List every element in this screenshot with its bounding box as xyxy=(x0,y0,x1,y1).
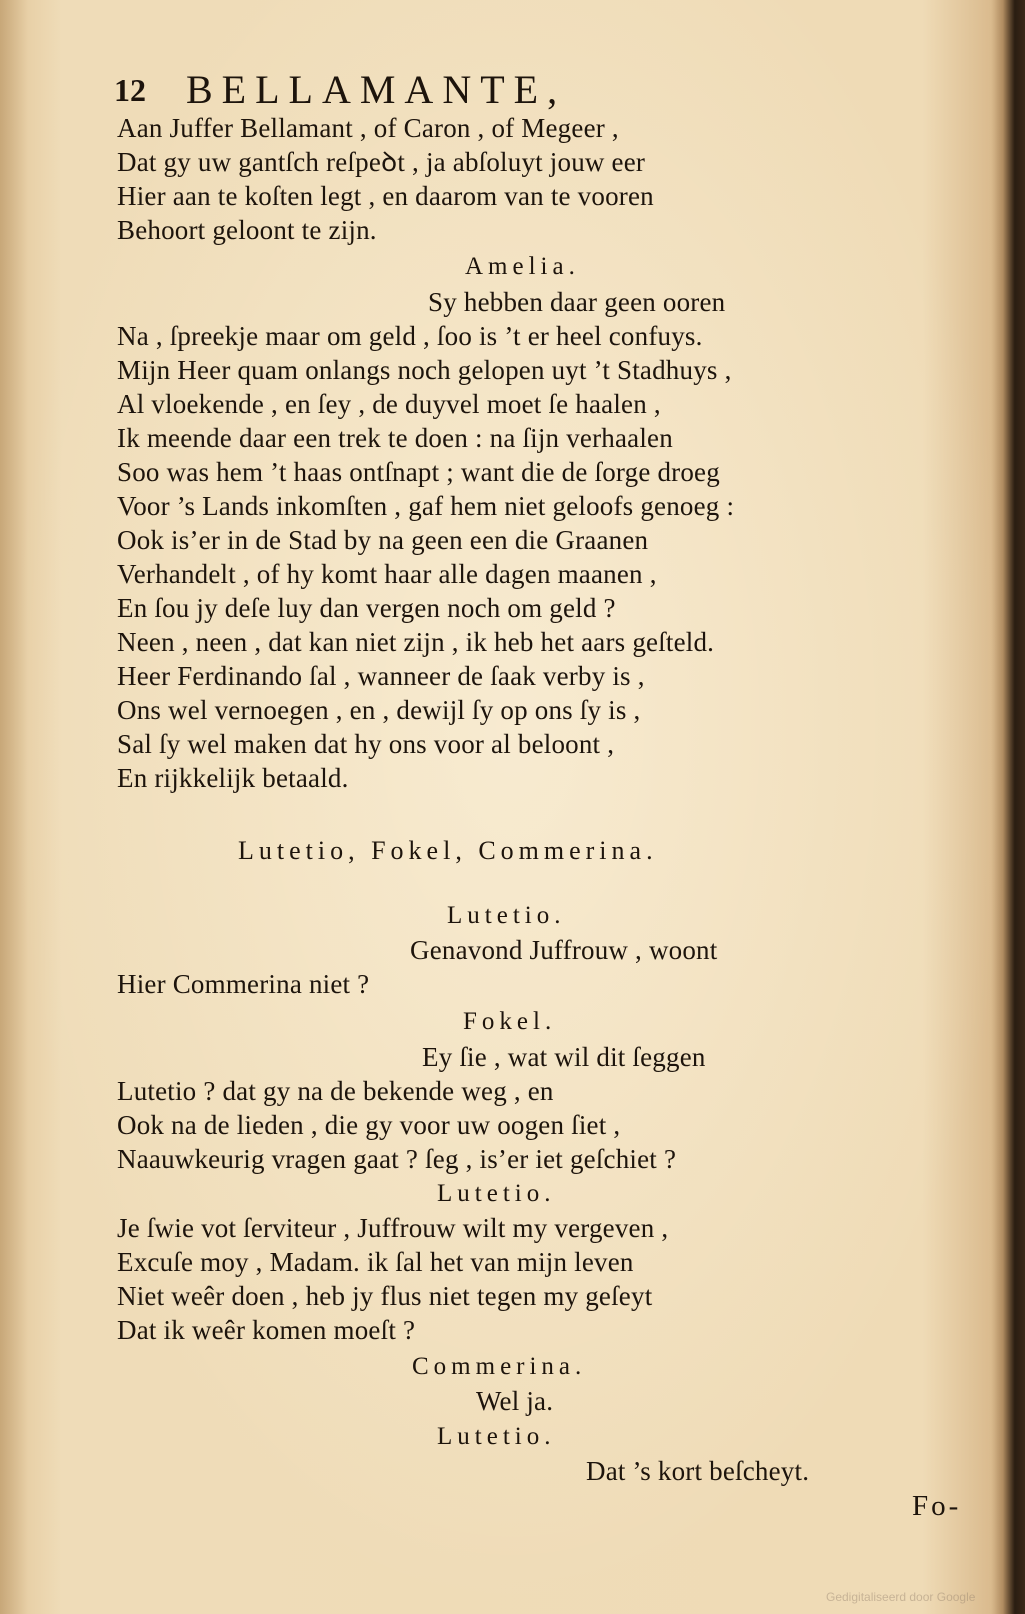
verse-line: Sal ſy wel maken dat hy ons voor al beloont , xyxy=(117,729,615,759)
speaker-name: Lutetio. xyxy=(447,902,566,929)
speaker-name: Lutetio. xyxy=(437,1180,556,1207)
scene-heading: Lutetio, Fokel, Commerina. xyxy=(238,836,658,865)
page-left-shadow xyxy=(0,0,28,1614)
speaker-name: Commerina. xyxy=(412,1353,587,1380)
verse-line: Genavond Juffrouw , woont xyxy=(410,935,718,965)
verse-line: Na , ſpreekje maar om geld , ſoo is ’t er heel confuys. xyxy=(117,321,703,351)
verse-line: Dat gy uw gantſch reſpeꝺt , ja abſoluyt jouw eer xyxy=(117,147,646,177)
page-number: 12 xyxy=(114,72,146,108)
verse-line: Naauwkeurig vragen gaat ? ſeg , is’er iet geſchiet ? xyxy=(117,1144,677,1174)
verse-line: Sy hebben daar geen ooren xyxy=(428,287,726,317)
speaker-name: Fokel. xyxy=(463,1008,557,1035)
verse-line: Behoort geloont te zijn. xyxy=(117,215,377,245)
verse-line: Hier aan te koſten legt , en daarom van te vooren xyxy=(117,181,654,211)
verse-line: Heer Ferdinando ſal , wanneer de ſaak verby is , xyxy=(117,661,645,691)
verse-line: Neen , neen , dat kan niet zijn , ik heb het aars geſteld. xyxy=(117,627,715,657)
book-gutter-edge xyxy=(991,0,1025,1614)
digitization-watermark: Gedigitaliseerd door Google xyxy=(826,1590,976,1604)
verse-line: Lutetio ? dat gy na de bekende weg , en xyxy=(117,1076,554,1106)
verse-line: Ook na de lieden , die gy voor uw oogen ſiet , xyxy=(117,1110,621,1140)
verse-line: Dat ’s kort beſcheyt. xyxy=(586,1456,810,1486)
verse-line: Soo was hem ’t haas ontſnapt ; want die de ſorge droeg xyxy=(117,457,720,487)
verse-line: Ook is’er in de Stad by na geen een die Graanen xyxy=(117,525,649,555)
verse-line: Hier Commerina niet ? xyxy=(117,969,370,999)
verse-line: Aan Juffer Bellamant , of Caron , of Megeer , xyxy=(117,113,619,143)
verse-line: Ik meende daar een trek te doen : na ſijn verhaalen xyxy=(117,423,673,453)
verse-line: Je ſwie vot ſerviteur , Juffrouw wilt my vergeven , xyxy=(117,1213,669,1243)
verse-line: Verhandelt , of hy komt haar alle dagen maanen , xyxy=(117,559,657,589)
verse-line: Niet weêr doen , heb jy flus niet tegen my geſeyt xyxy=(117,1281,653,1311)
running-title: BELLAMANTE, xyxy=(186,67,567,112)
verse-line: En ſou jy deſe luy dan vergen noch om geld ? xyxy=(117,593,616,623)
verse-line: Voor ’s Lands inkomſten , gaf hem niet geloofs genoeg : xyxy=(117,491,735,521)
speaker-name: Lutetio. xyxy=(437,1423,556,1450)
verse-line: Mijn Heer quam onlangs noch gelopen uyt ’t Stadhuys , xyxy=(117,355,732,385)
verse-line: Ons wel vernoegen , en , dewijl ſy op ons ſy is , xyxy=(117,695,641,725)
verse-line: Ey ſie , wat wil dit ſeggen xyxy=(422,1042,706,1072)
verse-line: Al vloekende , en ſey , de duyvel moet ſe haalen , xyxy=(117,389,661,419)
catchword: Fo- xyxy=(912,1490,962,1522)
verse-line: Excuſe moy , Madam. ik ſal het van mijn leven xyxy=(117,1247,634,1277)
verse-line: Wel ja. xyxy=(476,1386,554,1416)
speaker-name: Amelia. xyxy=(465,253,580,280)
verse-line: Dat ik weêr komen moeſt ? xyxy=(117,1315,416,1345)
verse-line: En rijkkelijk betaald. xyxy=(117,763,349,793)
